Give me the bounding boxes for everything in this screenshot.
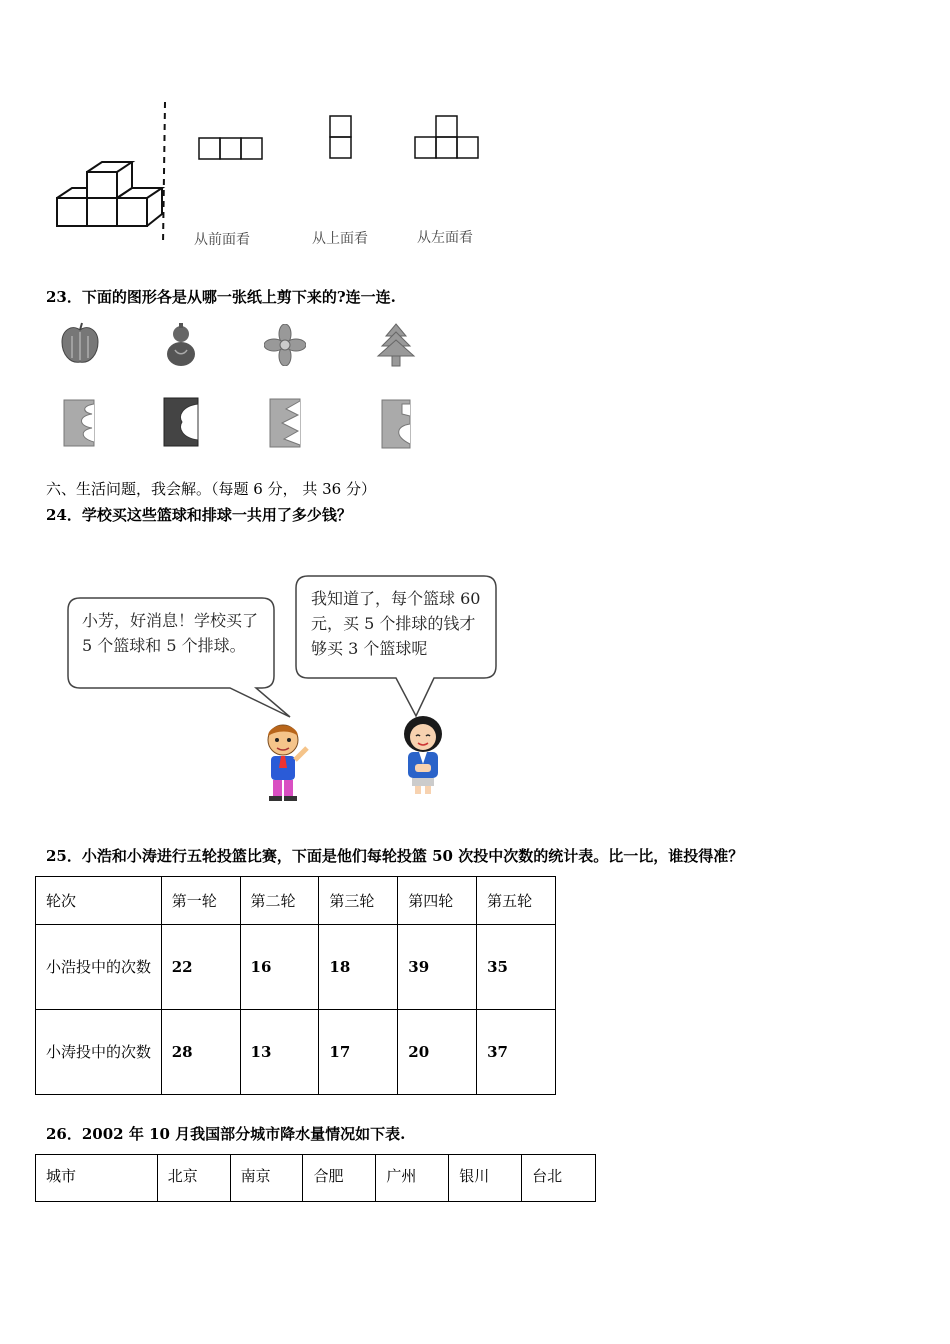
front-view-drawing <box>199 138 262 159</box>
header-cell: 北京 <box>157 1155 230 1202</box>
row-name-cell: 小浩投中的次数 <box>36 925 162 1010</box>
question-23-text: 23．下面的图形各是从哪一张纸上剪下来的?连一连. <box>46 288 396 306</box>
value-cell: 37 <box>477 1010 556 1095</box>
value-cell: 18 <box>319 925 398 1010</box>
q26-rainfall-table <box>35 1154 596 1202</box>
boy-cartoon-icon <box>255 720 319 802</box>
front-view-label: 从前面看 <box>194 232 250 248</box>
row-name-cell: 小涛投中的次数 <box>36 1010 162 1095</box>
header-cell: 第二轮 <box>240 877 319 925</box>
top-view-label: 从上面看 <box>312 231 368 247</box>
question-25-text: 25．小浩和小涛进行五轮投篮比赛，下面是他们每轮投篮 50 次投中次数的统计表。比一比，谁投得准？ <box>46 847 744 865</box>
value-cell: 22 <box>161 925 240 1010</box>
header-cell: 城市 <box>36 1155 158 1202</box>
folded-paper-2-icon[interactable] <box>162 396 200 448</box>
top-view-drawing <box>330 116 351 158</box>
folded-paper-3-icon[interactable] <box>268 397 302 449</box>
question-26-text: 26．2002 年 10 月我国部分城市降水量情况如下表. <box>46 1125 406 1143</box>
header-cell: 台北 <box>522 1155 596 1202</box>
table-header-row <box>36 1155 596 1202</box>
value-cell: 13 <box>240 1010 319 1095</box>
value-cell: 17 <box>319 1010 398 1095</box>
gourd-cutout-icon[interactable] <box>163 322 199 368</box>
dashed-divider <box>163 102 165 245</box>
header-cell: 南京 <box>230 1155 303 1202</box>
girl-cartoon-icon <box>395 714 451 796</box>
header-cell: 轮次 <box>36 877 162 925</box>
value-cell: 39 <box>398 925 477 1010</box>
value-cell: 16 <box>240 925 319 1010</box>
header-cell: 第四轮 <box>398 877 477 925</box>
header-cell: 第三轮 <box>319 877 398 925</box>
header-cell: 合肥 <box>303 1155 376 1202</box>
value-cell: 35 <box>477 925 556 1010</box>
cube-stack-drawing <box>57 162 162 226</box>
header-cell: 银川 <box>449 1155 522 1202</box>
header-cell: 第一轮 <box>161 877 240 925</box>
folded-paper-4-icon[interactable] <box>380 398 412 450</box>
flower-cutout-icon[interactable] <box>264 324 306 366</box>
question-24-text: 24．学校买这些篮球和排球一共用了多少钱？ <box>46 506 352 524</box>
header-cell: 第五轮 <box>477 877 556 925</box>
table-row <box>36 925 556 1010</box>
bubble-left-text: 小芳，好消息！学校买了 5 个篮球和 5 个排球。 <box>82 611 259 655</box>
table-row <box>36 1010 556 1095</box>
apple-cutout-icon[interactable] <box>60 322 100 366</box>
tree-cutout-icon[interactable] <box>376 322 416 368</box>
table-header-row <box>36 877 556 925</box>
header-cell: 广州 <box>376 1155 449 1202</box>
value-cell: 20 <box>398 1010 477 1095</box>
value-cell: 28 <box>161 1010 240 1095</box>
left-view-drawing <box>415 116 478 158</box>
folded-paper-1-icon[interactable] <box>62 398 96 448</box>
section-6-title: 六、生活问题，我会解。（每题 6 分， 共 36 分） <box>46 480 376 498</box>
q25-stats-table <box>35 876 556 1095</box>
left-view-label: 从左面看 <box>417 230 473 246</box>
bubble-right-text: 我知道了，每个篮球 60 元，买 5 个排球的钱才 够买 3 个篮球呢 <box>311 589 481 658</box>
